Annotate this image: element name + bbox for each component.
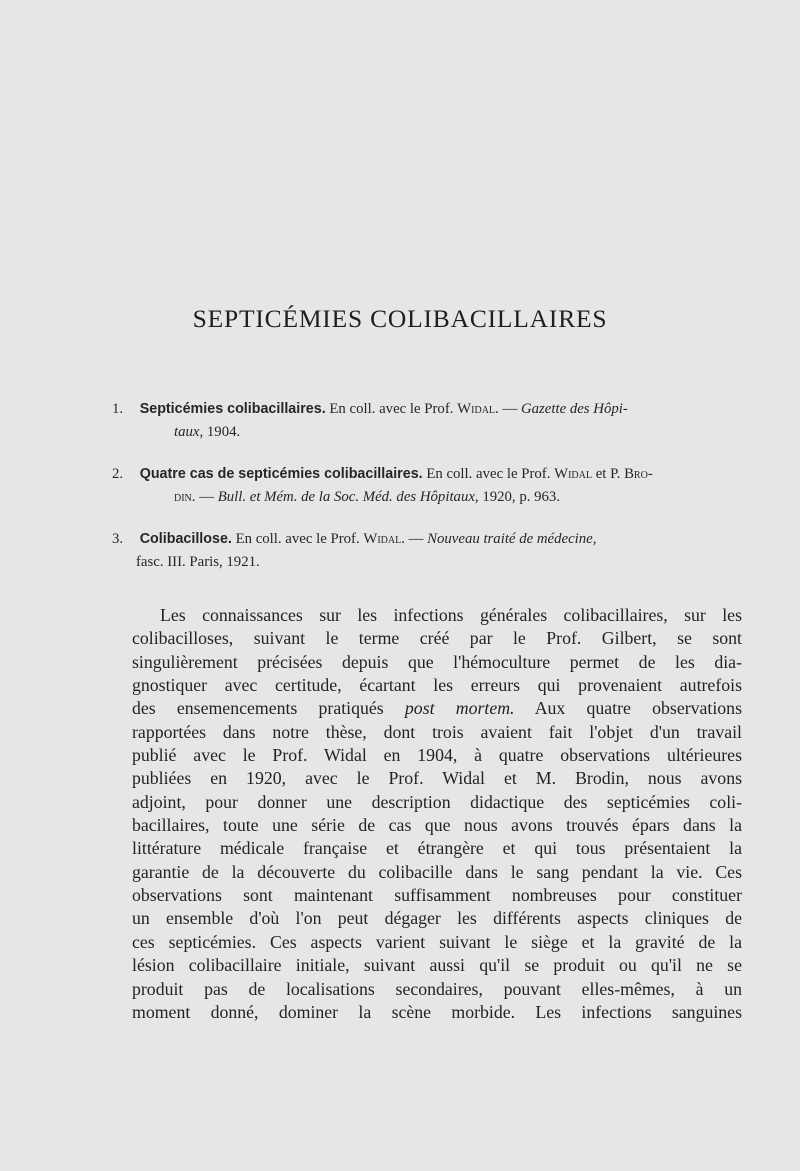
reference-line	[112, 421, 744, 444]
reference-title: Colibacillose.	[139, 531, 232, 547]
paragraph-line: Les connaissances sur les infections générales colibacillaires, sur les	[160, 605, 742, 625]
paragraph-line: lésion colibacillaire initiale, suivant aussi qu'il se produit ou qu'il ne se	[132, 955, 742, 976]
reference-source: Nouveau traité de médecine,	[427, 531, 597, 547]
reference-line	[112, 398, 744, 421]
reference-author: din.	[174, 489, 196, 505]
paragraph-line: bacillaires, toute une série de cas que nous avons trouvés épars dans la	[132, 815, 742, 836]
reference-item-3	[112, 528, 744, 574]
paragraph-line-text: des ensemencements pratiqués	[132, 698, 384, 719]
reference-line	[112, 528, 744, 551]
reference-collab: et P.	[595, 466, 621, 482]
paragraph-line-text: Aux quatre observations	[534, 698, 742, 719]
reference-separator: —	[199, 489, 214, 505]
reference-author: Widal.	[363, 531, 405, 547]
paragraph-line: un ensemble d'où l'on peut dégager les différents aspects cliniques de	[132, 908, 742, 929]
paragraph-line: moment donné, dominer la scène morbide. Les infections sanguines	[132, 1001, 742, 1022]
reference-year: 1904.	[206, 424, 241, 440]
reference-item-1	[112, 398, 744, 444]
reference-collab: En coll. avec le Prof.	[235, 531, 360, 547]
paragraph-line: gnostiquer avec certitude, écartant les erreurs qui provenaient autrefois	[132, 675, 742, 696]
reference-separator: —	[502, 401, 518, 417]
page-title: SEPTICÉMIES COLIBACILLAIRES	[192, 304, 608, 333]
paragraph-line: singulièrement précisées depuis que l'hémoculture permet de les dia-	[132, 651, 742, 672]
paragraph-line: publié avec le Prof. Widal en 1904, à quatre observations ultérieures	[132, 745, 742, 766]
reference-item-2	[112, 463, 744, 509]
reference-number: 1.	[112, 401, 124, 417]
paragraph-line: garantie de la découverte du colibacille dans le sang pendant la vie. Ces	[132, 861, 742, 882]
reference-collab: En coll. avec le Prof.	[329, 401, 454, 417]
reference-year: fasc. III. Paris, 1921.	[136, 554, 260, 570]
reference-line	[112, 551, 744, 574]
paragraph-line: ces septicémies. Ces aspects varient suivant le siège et la gravité de la	[132, 931, 742, 952]
reference-title: Quatre cas de septicémies colibacillaires.	[139, 466, 423, 482]
reference-author: Widal.	[457, 401, 499, 417]
paragraph-line: colibacilloses, suivant le terme créé par le Prof. Gilbert, se sont	[132, 628, 742, 649]
paragraph-line	[132, 697, 742, 720]
reference-source: taux,	[174, 424, 204, 440]
reference-title: Septicémies colibacillaires.	[139, 401, 326, 417]
reference-list	[112, 398, 744, 593]
reference-number: 3.	[112, 531, 124, 547]
paragraph-line: littérature médicale française et étrangère et qui tous présentaient la	[132, 838, 742, 859]
paragraph-italic-text: post mortem.	[404, 698, 515, 719]
paragraph-line: publiées en 1920, avec le Prof. Widal et M. Brodin, nous avons	[132, 768, 742, 789]
reference-number: 2.	[112, 466, 124, 482]
paragraph-line: adjoint, pour donner une description didactique des septicémies coli-	[132, 791, 742, 812]
reference-collab: En coll. avec le Prof.	[426, 466, 551, 482]
reference-source: Bull. et Mém. de la Soc. Méd. des Hôpitaux,	[217, 489, 479, 505]
reference-author: Widal	[554, 466, 592, 482]
reference-year: 1920, p. 963.	[482, 489, 561, 505]
paragraph-line: rapportées dans notre thèse, dont trois avaient fait l'objet d'un travail	[132, 721, 742, 742]
reference-line	[112, 486, 744, 509]
reference-separator: —	[408, 531, 424, 547]
paragraph-line: observations sont maintenant suffisamment nombreuses pour constituer	[132, 885, 742, 906]
paragraph-line: produit pas de localisations secondaires, pouvant elles-mêmes, à un	[132, 978, 742, 999]
body-paragraph	[132, 604, 742, 1024]
reference-author: Bro-	[624, 466, 653, 482]
reference-source: Gazette des Hôpi-	[520, 401, 628, 417]
reference-line	[112, 463, 744, 486]
